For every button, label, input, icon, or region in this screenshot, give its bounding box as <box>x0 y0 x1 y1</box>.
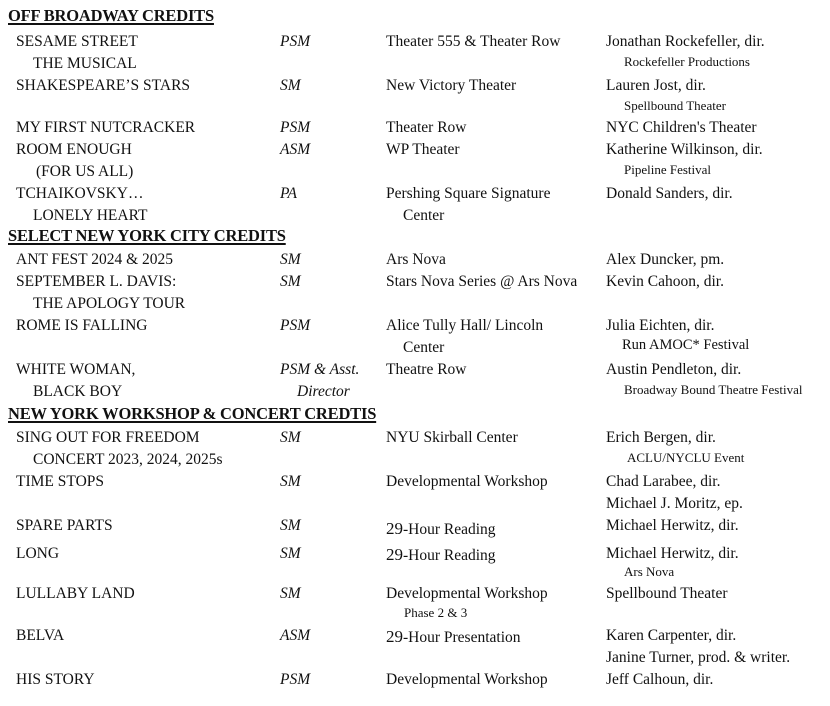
credit-venue: Theater 555 & Theater Row <box>386 33 561 50</box>
credit-title-line2: (FOR US ALL) <box>36 163 134 180</box>
credit-venue: Pershing Square Signature <box>386 185 551 202</box>
credit-title: SPARE PARTS <box>16 517 113 534</box>
credit-person: Michael Herwitz, dir. <box>606 545 739 562</box>
credit-venue: Developmental Workshop <box>386 671 548 688</box>
credit-person-note: Spellbound Theater <box>624 98 726 113</box>
credit-person: Spellbound Theater <box>606 585 728 602</box>
credit-person-line2: Run AMOC* Festival <box>622 337 750 353</box>
credit-title: SEPTEMBER L. DAVIS: <box>16 273 177 290</box>
credit-role: ASM <box>280 627 311 644</box>
credit-person: Karen Carpenter, dir. <box>606 627 737 644</box>
credit-title: LONG <box>16 545 60 562</box>
credit-role: PSM & Asst. <box>280 361 360 378</box>
credit-role: PSM <box>280 119 311 136</box>
credit-role: ASM <box>280 141 311 158</box>
credit-role: SM <box>280 517 301 534</box>
credit-role: SM <box>280 473 301 490</box>
credit-venue <box>386 546 496 564</box>
credit-person-note: Pipeline Festival <box>624 162 712 177</box>
credit-role: PSM <box>280 671 311 688</box>
credit-role-line2: Director <box>297 383 350 400</box>
credit-person: NYC Children's Theater <box>606 119 757 136</box>
venue-hours: 29 <box>386 545 403 564</box>
credit-venue-note: Phase 2 & 3 <box>404 605 468 620</box>
credit-title: LULLABY LAND <box>16 585 135 602</box>
credit-venue: Stars Nova Series @ Ars Nova <box>386 273 578 290</box>
credit-person: Kevin Cahoon, dir. <box>606 273 724 290</box>
credit-person-note: ACLU/NYCLU Event <box>627 450 745 465</box>
credit-role: SM <box>280 77 301 94</box>
section-heading-workshop-concert: NEW YORK WORKSHOP & CONCERT CREDTIS <box>8 404 377 423</box>
credit-venue: WP Theater <box>386 141 460 158</box>
credit-title: SHAKESPEARE’S STARS <box>16 77 191 94</box>
credit-role: SM <box>280 585 301 602</box>
credit-venue: NYU Skirball Center <box>386 429 518 446</box>
credit-venue-line2: Center <box>403 339 445 356</box>
credit-person: Julia Eichten, dir. <box>606 317 715 334</box>
credit-role: PA <box>280 185 297 202</box>
venue-type: -Hour Reading <box>403 547 496 564</box>
credit-title: MY FIRST NUTCRACKER <box>16 119 196 136</box>
credit-person: Alex Duncker, pm. <box>606 251 725 268</box>
credit-venue: Developmental Workshop <box>386 473 548 490</box>
credit-role: PSM <box>280 33 311 50</box>
credit-person-line2: Michael J. Moritz, ep. <box>606 495 743 512</box>
section-heading-off-broadway: OFF BROADWAY CREDITS <box>8 6 214 25</box>
credit-venue: Theater Row <box>386 119 467 136</box>
credit-title: ANT FEST 2024 & 2025 <box>16 251 174 268</box>
venue-type: -Hour Reading <box>403 521 496 538</box>
credit-venue-line2: Center <box>403 207 445 224</box>
credit-person: Erich Bergen, dir. <box>606 429 716 446</box>
credit-person-note: Ars Nova <box>624 564 675 579</box>
credit-venue: Developmental Workshop <box>386 585 548 602</box>
credit-title-line2: THE APOLOGY TOUR <box>33 295 186 312</box>
credit-person: Katherine Wilkinson, dir. <box>606 141 763 158</box>
section-heading-select-nyc: SELECT NEW YORK CITY CREDITS <box>8 226 286 245</box>
credit-venue: Theatre Row <box>386 361 467 378</box>
credit-person: Jonathan Rockefeller, dir. <box>606 33 765 50</box>
credit-role: SM <box>280 273 301 290</box>
credit-title: HIS STORY <box>16 671 95 688</box>
credit-venue: Alice Tully Hall/ Lincoln <box>386 317 544 334</box>
credit-title: ROOM ENOUGH <box>16 141 132 158</box>
credit-person: Jeff Calhoun, dir. <box>606 671 714 688</box>
credit-venue <box>386 628 521 646</box>
credit-title: ROME IS FALLING <box>16 317 148 334</box>
credit-person: Chad Larabee, dir. <box>606 473 721 490</box>
credit-title: BELVA <box>16 627 65 644</box>
credit-person-note: Broadway Bound Theatre Festival <box>624 382 803 397</box>
credit-role: SM <box>280 545 301 562</box>
credit-title-line2: BLACK BOY <box>33 383 123 400</box>
credit-title: TCHAIKOVSKY… <box>16 185 144 202</box>
credit-person-note: Rockefeller Productions <box>624 54 750 69</box>
credit-venue: New Victory Theater <box>386 77 517 94</box>
credit-title-line2: THE MUSICAL <box>33 55 137 72</box>
credit-role: SM <box>280 429 301 446</box>
credit-person: Michael Herwitz, dir. <box>606 517 739 534</box>
credit-title: SESAME STREET <box>16 33 138 50</box>
venue-hours: 29 <box>386 519 403 538</box>
credit-venue <box>386 520 496 538</box>
credit-title: SING OUT FOR FREEDOM <box>16 429 200 446</box>
credit-person: Lauren Jost, dir. <box>606 77 706 94</box>
credit-title-line2: LONELY HEART <box>33 207 148 224</box>
credit-title: WHITE WOMAN, <box>16 361 136 378</box>
credit-role: SM <box>280 251 301 268</box>
credit-person: Donald Sanders, dir. <box>606 185 733 202</box>
credit-person-line2: Janine Turner, prod. & writer. <box>606 649 791 666</box>
credit-role: PSM <box>280 317 311 334</box>
credit-venue: Ars Nova <box>386 251 446 268</box>
credit-title-line2: CONCERT 2023, 2024, 2025s <box>33 451 223 468</box>
venue-hours: 29 <box>386 627 403 646</box>
venue-type: -Hour Presentation <box>403 629 521 646</box>
credit-person: Austin Pendleton, dir. <box>606 361 742 378</box>
credit-title: TIME STOPS <box>16 473 104 490</box>
